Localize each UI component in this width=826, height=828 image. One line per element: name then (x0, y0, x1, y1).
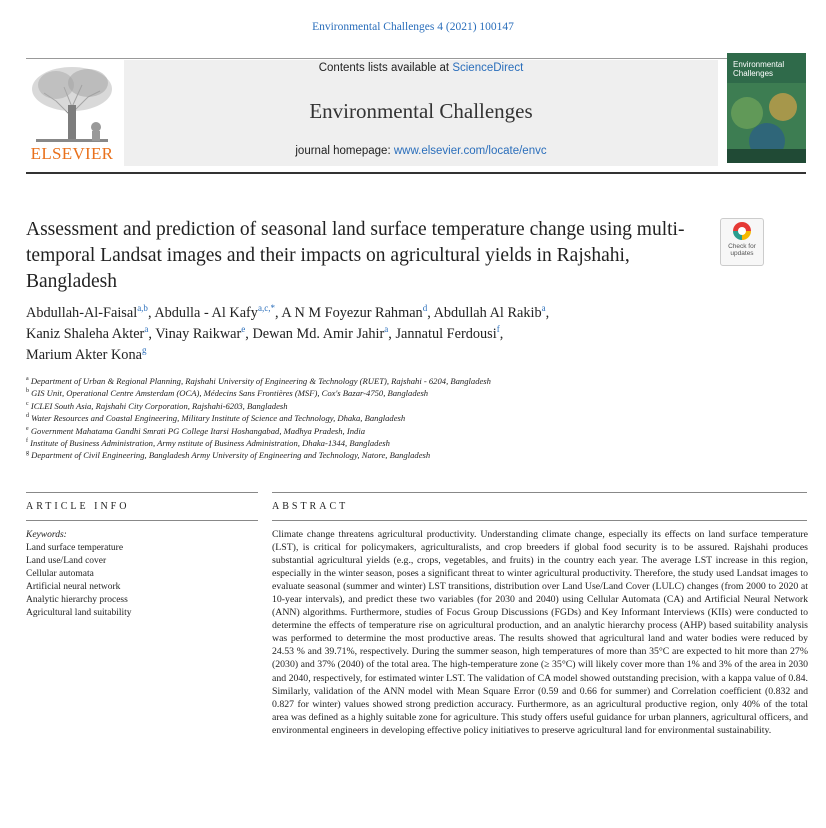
keyword-item: Land use/Land cover (26, 556, 107, 566)
author-affil-sup[interactable]: a,c,* (257, 303, 275, 314)
affiliation-sup: d (26, 413, 29, 420)
abstract-heading-rule (272, 520, 807, 521)
keywords-block (26, 529, 258, 620)
journal-homepage (124, 145, 718, 157)
check-for-updates-badge[interactable] (720, 218, 764, 266)
affiliation-text: ICLEI South Asia, Rajshahi City Corporation, Rajshahi-6203, Bangladesh (30, 400, 288, 411)
affiliation-sup: g (26, 450, 29, 457)
keywords-label: Keywords: (26, 530, 67, 540)
author-sep: , (147, 305, 155, 321)
author-sep: , (388, 326, 396, 342)
author-name[interactable]: Abdullah-Al-Faisal (26, 305, 138, 321)
sciencedirect-link[interactable]: ScienceDirect (452, 62, 524, 74)
affiliation-item (26, 387, 746, 399)
affiliation-text: Department of Civil Engineering, Bangladesh Army University of Engineering and Technology, Natore, Bangladesh (31, 450, 431, 461)
author-name[interactable]: Abdullah Al Rakib (433, 305, 542, 321)
affiliation-item (26, 375, 746, 387)
author-name[interactable]: Vinay Raikwar (155, 326, 242, 342)
author-affil-sup[interactable]: a (384, 324, 389, 335)
article-info-heading-rule (26, 520, 258, 521)
author-name[interactable]: Kaniz Shaleha Akter (26, 326, 145, 342)
author-affil-sup[interactable]: a (541, 303, 546, 314)
journal-title[interactable]: Environmental Challenges (309, 99, 533, 123)
author-affil-sup[interactable]: g (141, 345, 147, 356)
journal-cover-thumbnail[interactable] (727, 53, 806, 163)
author-name[interactable]: Jannatul Ferdousi (395, 326, 497, 342)
header-bottom-rule (26, 172, 806, 174)
contents-availability (124, 62, 718, 74)
author-sep: , (148, 326, 156, 342)
affiliation-sup: b (26, 388, 29, 395)
affiliation-text: Government Mahatama Gandhi Smrati PG College Itarsi Hoshangabad, Madhya Pradesh, India (30, 425, 365, 436)
keyword-item: Land surface temperature (26, 543, 124, 553)
author-sep: , (245, 326, 253, 342)
keyword-item: Cellular automata (26, 569, 94, 579)
abstract-heading: ABSTRACT (272, 501, 349, 512)
author-affil-sup[interactable]: f (496, 324, 500, 335)
journal-reference[interactable]: Environmental Challenges 4 (2021) 100147 (312, 21, 514, 33)
header-top-rule (26, 58, 806, 59)
affiliation-item (26, 412, 746, 424)
article-info-heading: ARTICLE INFO (26, 501, 130, 512)
affiliation-item (26, 437, 746, 449)
abstract-top-rule (272, 492, 807, 493)
keyword-item: Agricultural land suitability (26, 608, 132, 618)
elsevier-logo-text[interactable]: ELSEVIER (30, 144, 114, 163)
author-list (26, 303, 726, 366)
paper-title: Assessment and prediction of seasonal land surface temperature change using multi-temporal Landsat images and their impacts on agricultural yields in Rajshahi, Bangladesh (26, 219, 685, 292)
affiliation-text: Department of Urban & Regional Planning, Rajshahi University of Engineering & Technology (RUET), Rajshahi - 6204, Bangladesh (30, 376, 491, 386)
homepage-prefix: journal homepage: (295, 145, 394, 157)
affiliation-list (26, 375, 746, 462)
crossmark-icon (733, 222, 751, 240)
author-sep: , (274, 305, 282, 321)
author-affil-sup[interactable]: d (422, 303, 428, 314)
affiliation-text: Water Resources and Coastal Engineering, Military Institute of Science and Technology, Dhaka, Bangladesh (31, 413, 406, 424)
affiliation-sup: c (26, 400, 29, 407)
article-info-top-rule (26, 492, 258, 493)
affiliation-item (26, 400, 746, 412)
affiliation-text: GIS Unit, Operational Centre Amsterdam (OCA), Médecins Sans Frontières (MSF), Cox's Bazar-4750, Bangladesh (31, 388, 429, 399)
homepage-link[interactable]: www.elsevier.com/locate/envc (393, 145, 547, 157)
author-sep: , (545, 305, 550, 321)
author-name[interactable]: Abdulla - Al Kafy (154, 305, 258, 321)
crossmark-label: Check for updates (728, 243, 756, 257)
abstract-text: Climate change threatens agricultural productivity. Understanding climate change, especially its effects on land surface temperature (LST), is critical for policymakers, agriculturalists, and crop breeders if global food security is to be assured. Rajshahi produces substantial agricultural yields (e.g., crops, vegetables, and fruits) in the country each year. The average LST increase in this region, especially in the winter season, poses a significant threat to winter agricultural productivity. Therefore, the study used Landsat images to evaluate seasonal (summer and winter) LST transitions, distribution over Land Use/Land Cover (LULC) changes (from 2000 to 2020 at 10-year intervals), and predict these two variables (for 2030 and 2040) using Cellular Automata (CA) and Artificial Neural Network (ANN) algorithms. Furthermore, studies of Focus Group Discussions (FGDs) and Key Informant Interviews (KIIs) were conducted to determine the effects of temperature rise on agricultural production, and an analytic hierarchy process (AHP) based suitability analysis was performed to determine the most productive areas. The results showed that agricultural land and water bodies were reduced by 24.53 % and 39.71%, respectively. During the summer season, high temperatures of more than 35°C are expected to hit more than 27% (2030) and 37% (2040) of the total area. The high-temperature zone (≥ 35°C) will likely cover more than 1% and 3% of the area in 2030 and 2040, respectively, for estimated winter LST. The validation of CA model showed outstanding precision, with a kappa value of 0.84. Similarly, validation of the ANN model with Mean Square Error (0.59 and 0.66 for summer) and Correlation coefficient (0.832 and 0.827 for winter) values showed strong prediction accuracy. Furthermore, as an agricultural productive region, only 40% of the total area was defined as a highly suitable zone for agriculture. This study offers useful guidance for urban planners, agricultural officers, and environmental engineers in developing effective policy initiatives to preserve agricultural land for environmental sustainability. (272, 529, 808, 736)
affiliation-sup: e (26, 425, 29, 432)
author-affil-sup[interactable]: a,b (137, 303, 148, 314)
author-sep: , (427, 305, 434, 321)
keyword-item: Analytic hierarchy process (26, 595, 128, 605)
affiliation-text: Institute of Business Administration, Army nstitute of Business Administration, Dhaka-1344, Bangladesh (30, 438, 390, 449)
author-affil-sup[interactable]: a (144, 324, 149, 335)
affiliation-sup: f (26, 438, 28, 445)
keyword-item: Artificial neural network (26, 582, 121, 592)
affiliation-sup: a (26, 376, 29, 383)
contents-prefix: Contents lists available at (318, 62, 453, 74)
affiliation-item (26, 425, 746, 437)
affiliation-item (26, 449, 746, 461)
author-name[interactable]: Dewan Md. Amir Jahir (252, 326, 385, 342)
author-name[interactable]: A N M Foyezur Rahman (281, 305, 423, 321)
author-sep: , (499, 326, 504, 342)
cover-title: Environmental Challenges (733, 60, 785, 78)
author-name[interactable]: Marium Akter Kona (26, 347, 142, 363)
author-affil-sup[interactable]: e (241, 324, 246, 335)
